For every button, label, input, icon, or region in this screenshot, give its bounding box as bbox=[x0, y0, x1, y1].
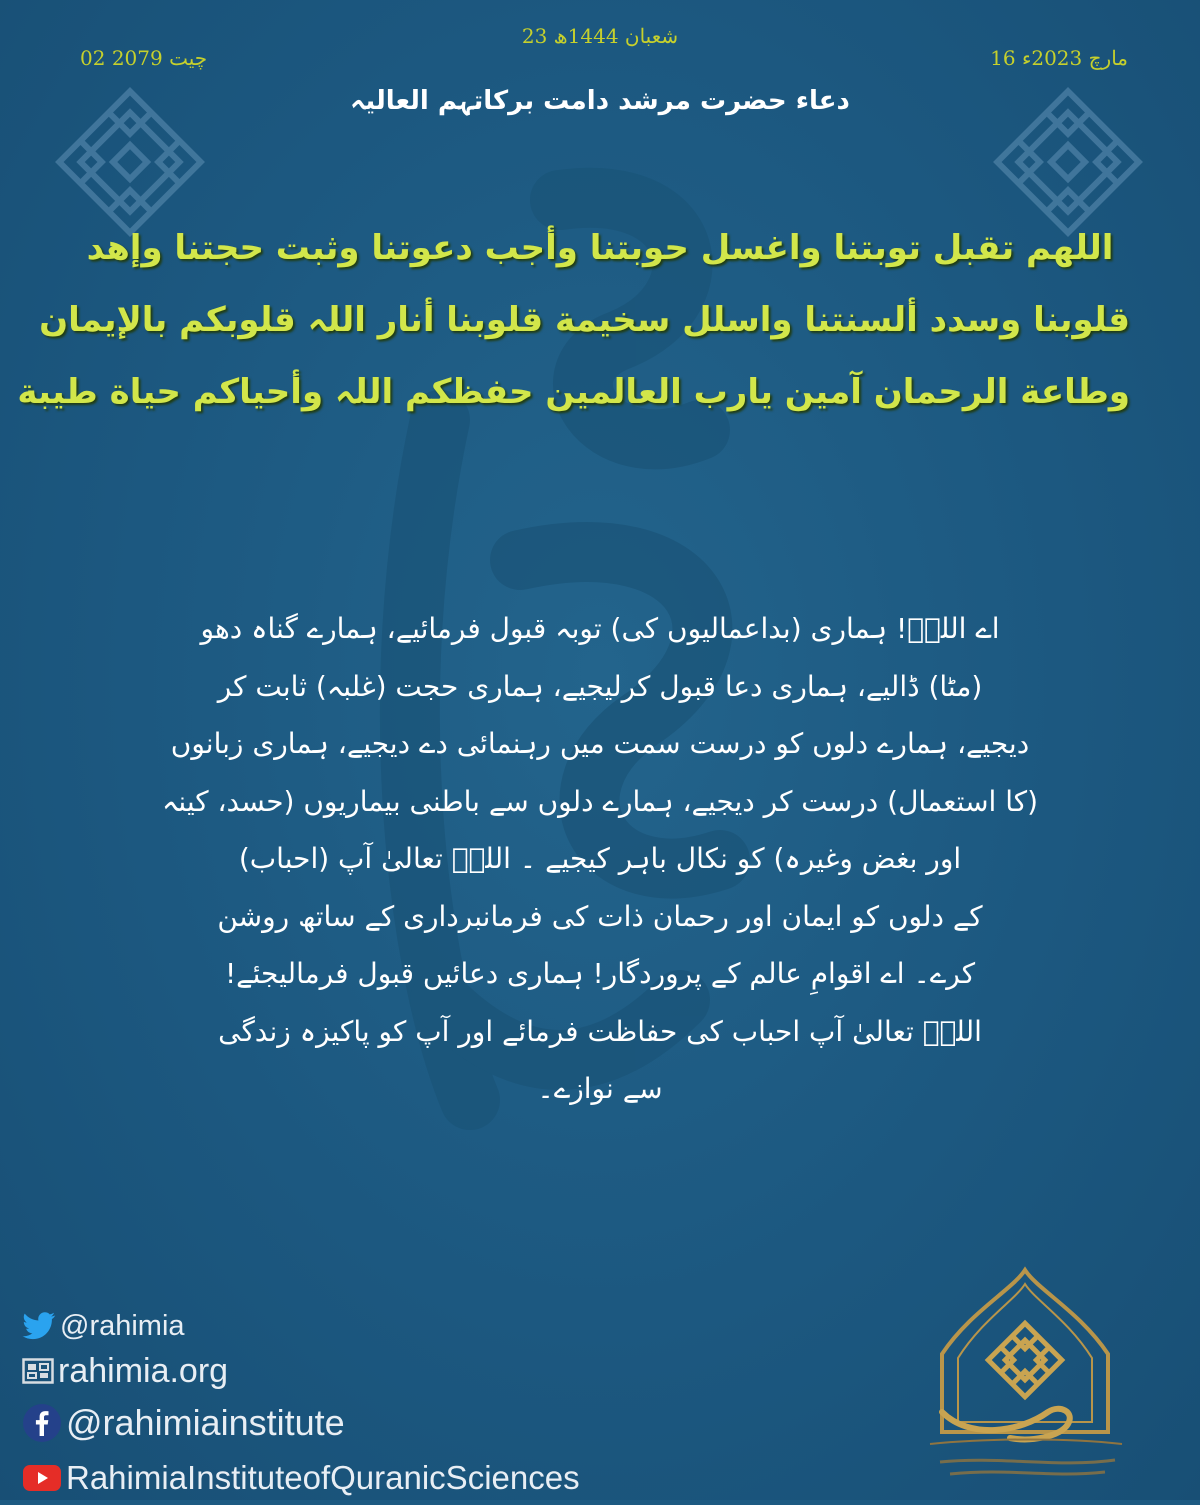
social-links bbox=[22, 1305, 580, 1505]
youtube-channel: RahimiaInstituteofQuranicSciences bbox=[66, 1459, 580, 1496]
rahimia-logo bbox=[900, 1262, 1150, 1492]
website-icon bbox=[22, 1358, 54, 1384]
urdu-line: اے اللہؔ! ہماری (بداعمالیوں کی) توبہ قبول فرمائیے، ہمارے گناہ دھو bbox=[200, 612, 1000, 645]
urdu-line: (مٹا) ڈالیے، ہماری دعا قبول کرلیجیے، ہماری حجت (غلبہ) ثابت کر bbox=[217, 669, 983, 703]
arabic-dua-line: قلوبنا وسدد ألسنتنا واسلل سخیمة قلوبنا أنار اللہ قلوبکم بالإیمان bbox=[39, 300, 1130, 340]
facebook-link[interactable] bbox=[22, 1395, 580, 1451]
urdu-translation bbox=[150, 600, 1050, 1118]
arabic-dua bbox=[17, 212, 1130, 428]
urdu-line: کے دلوں کو ایمان اور رحمان ذات کی فرمانبرداری کے ساتھ روشن bbox=[217, 899, 983, 933]
urdu-line: اللہؔ تعالیٰ آپ احباب کی حفاظت فرمائے اور آپ کو پاکیزہ زندگی bbox=[218, 1014, 982, 1048]
twitter-link[interactable] bbox=[22, 1305, 580, 1347]
urdu-line: اور بغض وغیرہ) کو نکال باہر کیجیے ۔ اللہؔ تعالیٰ آپ (احباب) bbox=[238, 842, 962, 875]
urdu-line: (کا استعمال) درست کر دیجیے، ہمارے دلوں سے باطنی بیماریوں (حسد، کینہ bbox=[161, 784, 1039, 818]
page-title: دعاء حضرت مرشد دامت برکاتہم العالیہ bbox=[350, 86, 850, 116]
gregorian-date: 16 مارچ 2023ء bbox=[990, 46, 1128, 70]
youtube-link[interactable] bbox=[22, 1451, 580, 1505]
urdu-line: دیجیے، ہمارے دلوں کو درست سمت میں رہنمائی دے دیجیے، ہماری زبانوں bbox=[170, 727, 1030, 760]
facebook-icon bbox=[22, 1403, 62, 1443]
website-url: rahimia.org bbox=[58, 1351, 229, 1390]
arabic-dua-line: وطاعة الرحمان آمین یارب العالمین حفظکم اللہ وأحیاکم حیاة طیبة bbox=[17, 372, 1130, 412]
urdu-line: سے نوازے۔ bbox=[537, 1072, 663, 1105]
facebook-handle: @rahimiainstitute bbox=[66, 1402, 345, 1443]
hijri-date: 23 شعبان 1444ھ bbox=[521, 24, 679, 48]
website-link[interactable] bbox=[22, 1347, 580, 1395]
twitter-icon bbox=[22, 1312, 56, 1340]
bikrami-date: 02 چیت 2079 bbox=[80, 46, 208, 70]
youtube-icon bbox=[22, 1463, 62, 1493]
urdu-line: کرے۔ اے اقوامِ عالم کے پروردگار! ہماری دعائیں قبول فرمالیجئے! bbox=[224, 957, 976, 990]
twitter-handle: @rahimia bbox=[60, 1309, 185, 1342]
arabic-dua-line: اللھم تقبل توبتنا واغسل حوبتنا وأجب دعوتنا وثبت حجتنا وإھد bbox=[86, 228, 1114, 268]
